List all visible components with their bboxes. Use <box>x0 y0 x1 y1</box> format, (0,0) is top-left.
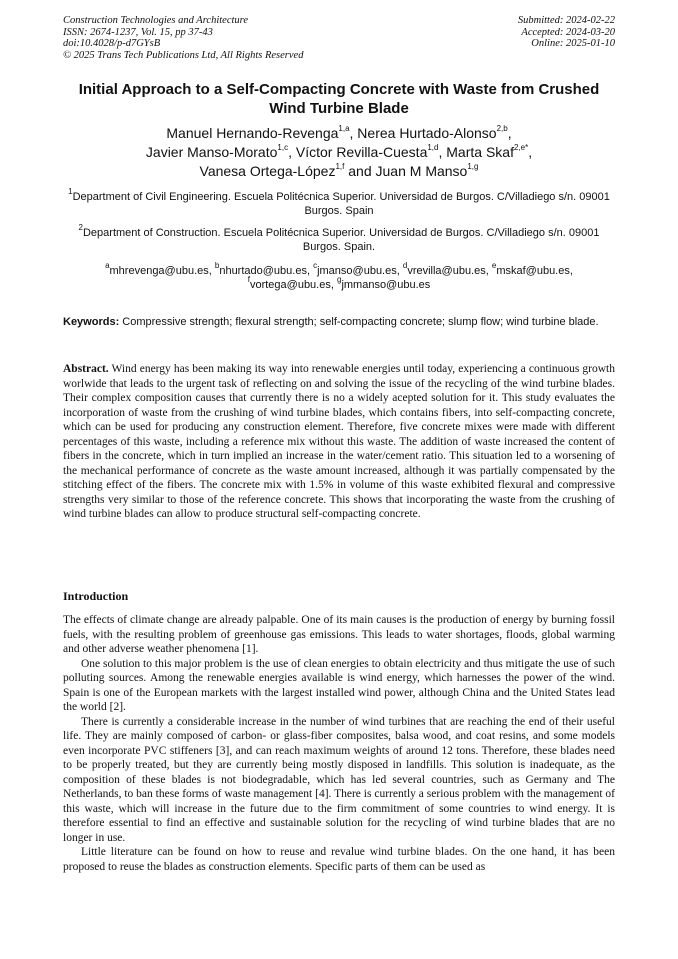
author: Manuel Hernando-Revenga$^{1,a}$, <box>166 124 358 141</box>
paragraph: The effects of climate change are already palpable. One of its main causes is the production of energy by burning fossil fuels, with the resulting problem of greenhouse gas emissions. This leads to water shortages, floods, global warming and other adverse weather phenomena [1]. <box>63 614 615 655</box>
submitted-date: Submitted: 2024-02-22 <box>517 15 615 26</box>
author: Vanesa Ortega-López$^{1,f}$ and <box>199 162 376 179</box>
copyright-line: © 2025 Trans Tech Publications Ltd, All Rights Reserved <box>63 49 304 61</box>
doi-line[interactable]: doi:10.4028/p-d7GYsB <box>63 38 161 49</box>
affiliation-2: $^2$Department of Construction. Escuela Politécnica Superior. Universidad de Burgos. C/Villadiego s/n. 09001 Burgos. Spain. <box>78 223 600 253</box>
email[interactable]: $^c$jmanso@ubu.es <box>313 261 397 277</box>
affiliation-1: $^1$Department of Civil Engineering. Escuela Politécnica Superior. Universidad de Burgos. C/Villadiego s/n. 09001 Burgos. Spain <box>68 187 610 217</box>
journal-name: Construction Technologies and Architecture <box>63 15 249 26</box>
paragraph: There is currently a considerable increase in the number of wind turbines that are reaching the end of their useful life. They are mainly composed of carbon- or glass-fiber composites, balsa wood, and coat resins, and some models even incorporate PVC stiffeners [3], and can reach maximum weights of around 12 tons. Therefore, these blades need to be properly treated, but they are currently being mostly disposed in landfills. This solution is inadequate, as the composition of these blades is not biodegradable, which has led several countries, such as Germany and The Netherlands, to ban these forms of waste management [4]. There is currently a serious problem with the management of this waste, which will increase in the future due to the firm commitment of some countries to wind energy. It is therefore essential to find an effective and sustainable solution for the recycling of wind turbine blades that are no longer in use. <box>63 715 615 844</box>
introduction-body <box>63 613 615 874</box>
keywords-text: Compressive strength; flexural strength; self-compacting concrete; slump flow; wind turbine blade. <box>119 316 599 328</box>
author: Nerea Hurtado-Alonso$^{2,b}$, <box>357 124 512 141</box>
accepted-date: Accepted: 2024-03-20 <box>521 26 615 38</box>
dates-header <box>518 15 615 50</box>
paper-title: Initial Approach to a Self-Compacting Concrete with Waste from Crushed Wind Turbine Blade <box>78 81 600 117</box>
paragraph: Little literature can be found on how to reuse and revalue wind turbine blades. On the one hand, it has been proposed to reuse the blades as construction elements. Specific parts of them can be used as <box>63 846 615 873</box>
email[interactable]: $^a$mhrevenga@ubu.es <box>105 261 209 277</box>
author: Víctor Revilla-Cuesta$^{1,d}$, <box>295 143 447 160</box>
author-list <box>63 124 615 181</box>
email[interactable]: $^g$jmmanso@ubu.es <box>336 275 431 291</box>
email-list: $^a$mhrevenga@ubu.es, $^b$nhurtado@ubu.es, $^c$jmanso@ubu.es, $^d$vrevilla@ubu.es, $^e$mskaf@ubu.es, $^f$vortega@ubu.es, $^g$jmmanso@ubu.es <box>105 261 573 291</box>
author: Marta Skaf$^{2,e*}$, <box>446 143 533 160</box>
paragraph: One solution to this major problem is the use of clean energies to obtain electricity and thus mitigate the use of such polluting sources. Among the renewable energies available is wind energy, which harnesses the power of the wind. Spain is one of the European markets with the largest installed wind power, although China and the United States lead the world [2]. <box>63 657 615 713</box>
abstract-text: Wind energy has been making its way into renewable energies until today, experiencing a continuous growth worlwide that leads to the urgent task of reflecting on and solving the issue of the recycling of the wind turbine blades. Their complex composition causes that currently there is no a widely acepted solution for it. This study evaluates the incorporation of waste from the crushing of wind turbine blades, which contains fibers, into self-compacting concrete, which can be used for producing any construction element. Therefore, five concrete mixes were made with different percentages of this waste, including a reference mix without this waste. The addition of waste increased the content of fibers in the concrete, which in turn implied an increase in the water/cement ratio. This situation led to a worsening of the mechanical performance of concrete as the waste amount increased, although it was partially compensated by the stitching effect of the fibers. The concrete mix with 1.5% in volume of this waste exhibited flexural and compressive strengths very similar to those of the reference concrete. This shows that incorporating the waste from the crushing of wind turbine blades can allow to produce structural self-compacting concrete. <box>63 363 615 520</box>
author: Juan M Manso$^{1,g}$ <box>375 162 479 179</box>
author: Javier Manso-Morato$^{1,c}$, <box>145 143 296 160</box>
abstract-section <box>63 362 615 522</box>
email[interactable]: $^f$vortega@ubu.es <box>247 275 331 291</box>
journal-header <box>63 15 303 61</box>
email[interactable]: $^d$vrevilla@ubu.es <box>402 261 486 277</box>
email[interactable]: $^b$nhurtado@ubu.es <box>214 261 307 277</box>
email[interactable]: $^e$mskaf@ubu.es <box>491 261 570 277</box>
keywords-section <box>63 315 615 329</box>
online-date: Online: 2025-01-10 <box>531 38 615 49</box>
introduction-heading: Introduction <box>63 589 129 603</box>
abstract-label: Abstract. <box>63 363 109 375</box>
issn-line: ISSN: 2674-1237, Vol. 15, pp 37-43 <box>63 26 213 38</box>
keywords-label: Keywords: <box>63 316 120 328</box>
